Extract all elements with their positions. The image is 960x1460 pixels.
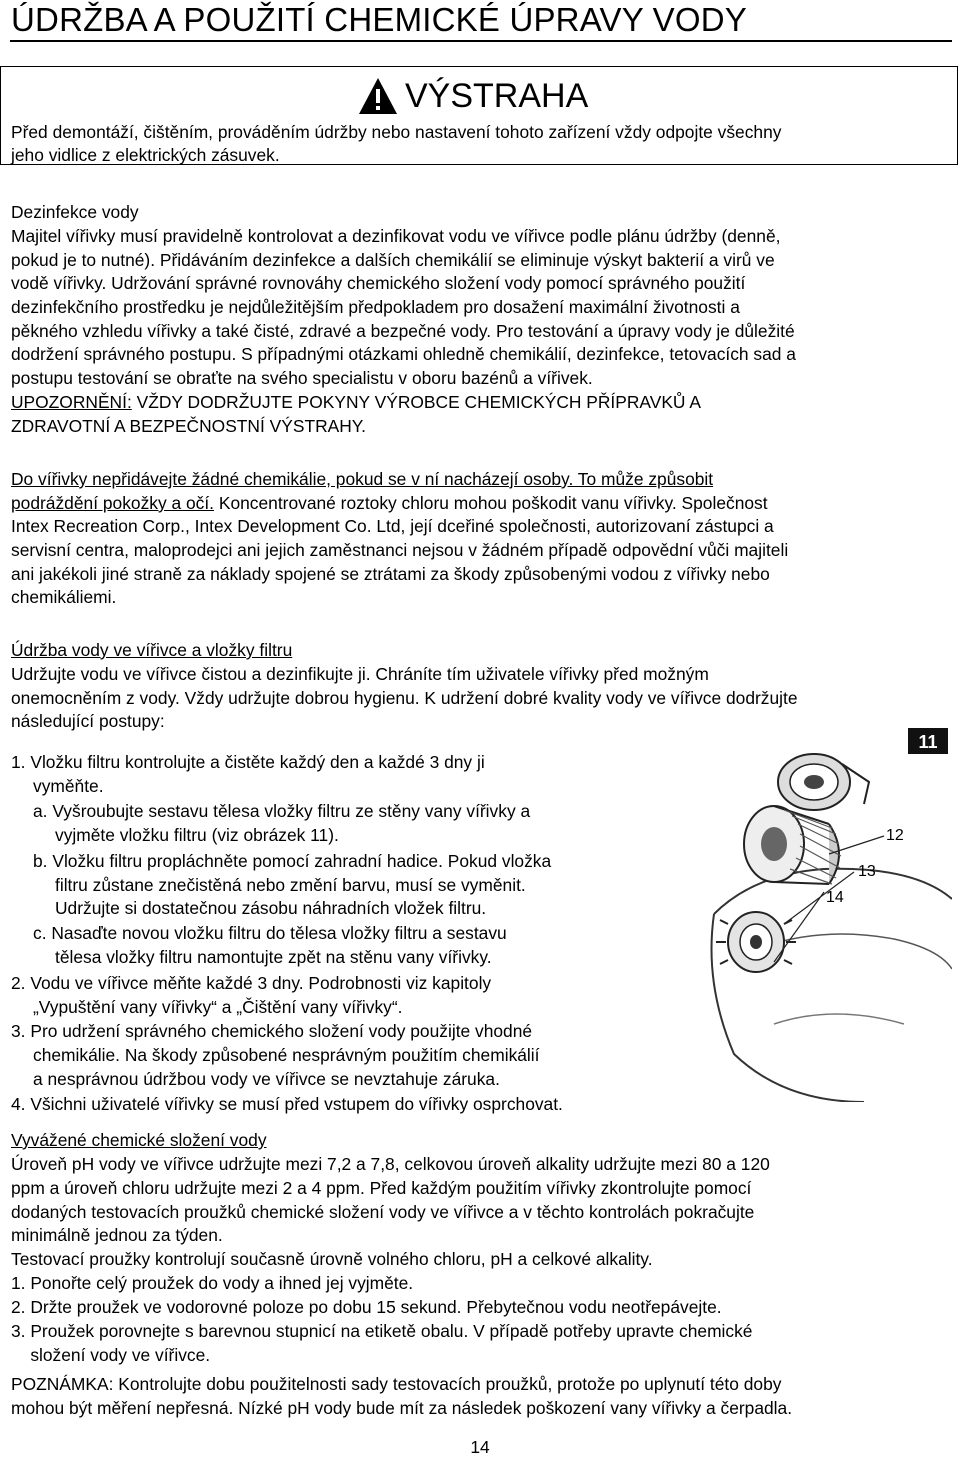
filter-step4 <box>11 1093 711 1117</box>
filter-step-b <box>33 850 683 874</box>
substep-label: b. <box>33 851 48 872</box>
warning-triangle-icon <box>357 76 399 116</box>
filter-heading: Údržba vody ve vířivce a vložky filtru <box>11 640 293 660</box>
disinfection-line: dodržení správného postupu. S případnými otázkami ohledně chemikálií, dezinfekce, tetovacích sad a <box>11 344 796 364</box>
filter-step3-cont: a nesprávnou údržbou vody ve vířivce se nevztahuje záruka. <box>33 1069 500 1090</box>
disinfection-line: pěkného vzhledu vířivky a také čisté, zdravé a bezpečné vody. Pro testování a úpravy vody je důležité <box>11 321 795 341</box>
substep-text: Vyšroubujte sestavu tělesa vložky filtru ze stěny vany vířivky a <box>47 801 531 822</box>
figure-reference: (viz obrázek 11). <box>211 825 339 846</box>
step-number: 3. <box>11 1021 26 1042</box>
note-label: POZNÁMKA: <box>11 1374 114 1394</box>
step-text: Vodu ve vířivce měňte každé 3 dny. Podrobnosti viz kapitoly <box>25 973 492 994</box>
chemicals-line: Intex Recreation Corp., Intex Development Co. Ltd, její dceřiné společnosti, autorizovaní zástupci a <box>11 516 774 536</box>
filter-step2-cont: „Vypuštění vany vířivky“ a „Čištění vany vířivky“. <box>33 997 403 1018</box>
balance-line: Úroveň pH vody ve vířivce udržujte mezi 7,2 a 7,8, celkovou úroveň alkality udržujte mezi 80 a 120 <box>11 1154 770 1174</box>
warning-text-line1: Před demontáží, čištěním, prováděním údržby nebo nastavení tohoto zařízení vždy odpojte všechny <box>11 122 782 142</box>
balance-step-cont: složení vody ve vířivce. <box>11 1345 211 1365</box>
chemicals-warning-line2 <box>11 492 951 516</box>
step-text: Všichni uživatelé vířivky se musí před vstupem do vířivky osprchovat. <box>25 1094 563 1115</box>
page-number: 14 <box>470 1437 490 1457</box>
figure-number: 11 <box>918 732 938 752</box>
filter-step-a-cont <box>55 824 705 848</box>
balance-line: minimálně jednou za týden. <box>11 1225 223 1245</box>
filter-intro-line: Udržujte vodu ve vířivce čistou a dezinfikujte ji. Chráníte tím uživatele vířivky před možným <box>11 664 709 684</box>
figure-11 <box>664 724 952 1102</box>
filter-step-a <box>33 800 683 824</box>
filter-intro-line: následující postupy: <box>11 711 165 731</box>
disinfection-line: Majitel vířivky musí pravidelně kontrolovat a dezinfikovat vodu ve vířivce podle plánu údržby (denně, <box>11 226 781 246</box>
substep-text: Vložku filtru propláchněte pomocí zahradní hadice. Pokud vložka <box>47 851 552 872</box>
step-text: Vložku filtru kontrolujte a čistěte každý den a každé 3 dny ji <box>25 752 485 773</box>
step-number: 1. <box>11 752 26 773</box>
caution-line1 <box>11 391 951 415</box>
filter-step2 <box>11 972 661 996</box>
filter-intro-line: onemocněním z vody. Vždy udržujte dobrou hygienu. K udržení dobré kvality vody ve vířivce dodržujte <box>11 688 798 708</box>
balance-step: 2. Držte proužek ve vodorovné poloze po dobu 15 sekund. Přebytečnou vodu neotřepávejte. <box>11 1297 722 1317</box>
warning-header <box>357 74 588 118</box>
note-line2: mohou být měření nepřesná. Nízké pH vody bude mít za následek poškození vany vířivky a čerpadla. <box>11 1398 793 1418</box>
filter-step-b-cont: filtru zůstane znečistěná nebo změní barvu, musí se vyměnit. <box>55 875 526 896</box>
step-number: 4. <box>11 1094 26 1115</box>
substep-text: Nasaďte novou vložku filtru do tělesa vložky filtru a sestavu <box>46 923 507 944</box>
filter-step1-cont: vyměňte. <box>33 776 104 797</box>
chemicals-line: servisní centra, maloprodejci ani jejich zaměstnanci nejsou v žádném případě odpovědní vůči majiteli <box>11 540 789 560</box>
balance-heading: Vyvážené chemické složení vody <box>11 1130 267 1150</box>
chemicals-text: Koncentrované roztoky chloru mohou poškodit vanu vířivky. Společnost <box>214 493 768 513</box>
chemicals-line: chemikáliemi. <box>11 587 117 607</box>
caution-text: VŽDY DODRŽUJTE POKYNY VÝROBCE CHEMICKÝCH PŘÍPRAVKŮ A <box>131 392 701 412</box>
substep-text: vyjměte vložku filtru <box>55 825 212 846</box>
filter-step1 <box>11 751 661 775</box>
balance-line: dodaných testovacích proužků chemické složení vody ve vířivce a v těchto kontrolách pokračujte <box>11 1202 755 1222</box>
callout-label: 12 <box>886 827 904 844</box>
warning-label: VÝSTRAHA <box>405 77 589 115</box>
step-text: Pro udržení správného chemického složení vody použijte vhodné <box>25 1021 533 1042</box>
filter-cartridge-illustration <box>664 724 952 1102</box>
warning-text-line2: jeho vidlice z elektrických zásuvek. <box>11 145 280 165</box>
disinfection-line: vodě vířivky. Udržování správné rovnováhy chemického složení vody pomocí správného použití <box>11 273 746 293</box>
filter-step-c-cont: tělesa vložky filtru namontujte zpět na stěnu vany vířivky. <box>55 947 492 968</box>
caution-label: UPOZORNĚNÍ: <box>11 392 132 412</box>
title-underline <box>10 40 952 42</box>
caution-line2: ZDRAVOTNÍ A BEZPEČNOSTNÍ VÝSTRAHY. <box>11 416 366 436</box>
filter-step3-cont: chemikálie. Na škody způsobené nesprávným použitím chemikálií <box>33 1045 540 1066</box>
callout-label: 14 <box>826 889 844 906</box>
filter-step-b-cont: Udržujte si dostatečnou zásobu náhradních vložek filtru. <box>55 898 487 919</box>
note-line1 <box>11 1373 951 1397</box>
balance-step: 3. Proužek porovnejte s barevnou stupnicí na etiketě obalu. V případě potřeby upravte chemické <box>11 1321 753 1341</box>
disinfection-line: pokud je to nutné). Přidáváním dezinfekce a dalších chemikálií se eliminuje výskyt bakterií a virů ve <box>11 250 775 270</box>
balance-step: 1. Ponořte celý proužek do vody a ihned jej vyjměte. <box>11 1273 414 1293</box>
filter-step3 <box>11 1020 661 1044</box>
filter-step-c <box>33 922 683 946</box>
balance-line: ppm a úroveň chloru udržujte mezi 2 a 4 ppm. Před každým použitím vířivky zkontrolujte pomocí <box>11 1178 752 1198</box>
chemicals-line: ani jakékoli jiné straně za náklady spojené se ztrátami za škody způsobenými vodou z vířivky nebo <box>11 564 770 584</box>
callout-label: 13 <box>858 863 876 880</box>
note-text: Kontrolujte dobu použitelnosti sady testovacích proužků, protože po uplynutí této doby <box>113 1374 782 1394</box>
disinfection-line: postupu testování se obraťte na svého specialistu v oboru bazénů a vířivek. <box>11 368 593 388</box>
substep-label: c. <box>33 923 47 944</box>
chemicals-warning-line1: Do vířivky nepřidávejte žádné chemikálie, pokud se v ní nacházejí osoby. To může způsobit <box>11 469 714 489</box>
disinfection-heading: Dezinfekce vody <box>11 202 139 222</box>
disinfection-line: dezinfekčního prostředku je nejdůležitějším předpokladem pro dosažení maximální životnosti a <box>11 297 740 317</box>
chemicals-irritation-text: podráždění pokožky a očí. <box>11 493 215 513</box>
page-title: ÚDRŽBA A POUŽITÍ CHEMICKÉ ÚPRAVY VODY <box>11 1 747 38</box>
step-number: 2. <box>11 973 26 994</box>
balance-line: Testovací proužky kontrolují současně úrovně volného chloru, pH a celkové alkality. <box>11 1249 653 1269</box>
substep-label: a. <box>33 801 48 822</box>
